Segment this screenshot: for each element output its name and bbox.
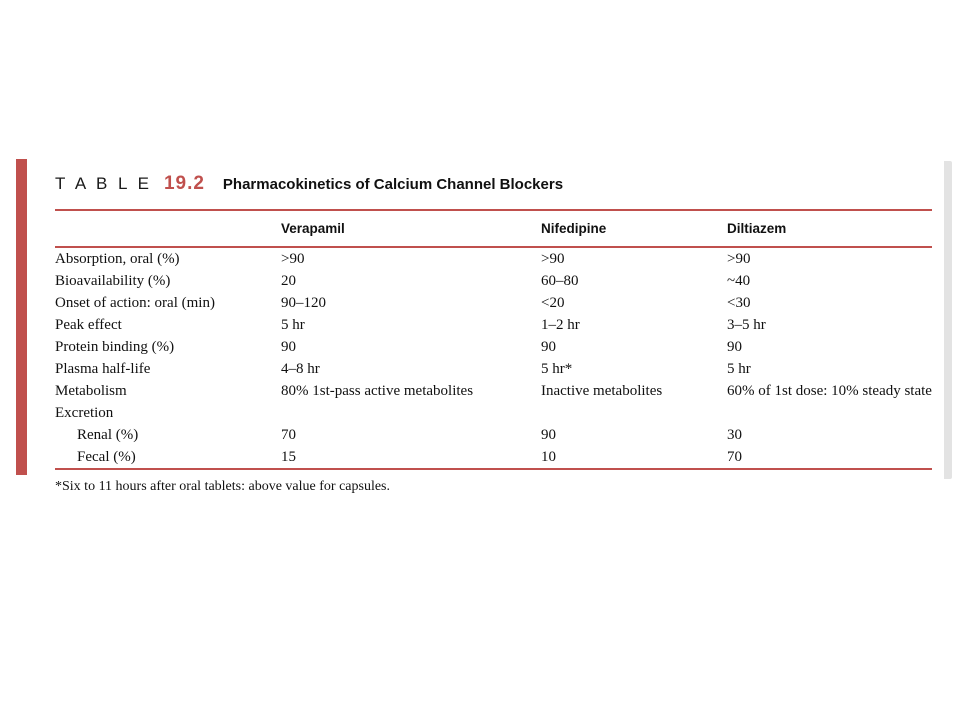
column-header-diltiazem: Diltiazem [727,221,787,236]
cell-diltiazem: ~40 [727,272,751,289]
cell-verapamil: >90 [281,250,305,267]
row-label: Metabolism [55,382,127,399]
cell-verapamil: 80% 1st-pass active metabolites [281,382,474,399]
table-row [55,314,943,336]
table-row [55,380,943,402]
cell-nifedipine: 90 [541,426,556,443]
cell-diltiazem: <30 [727,294,751,311]
pharmacokinetics-table-body [55,248,943,468]
cell-nifedipine: >90 [541,250,565,267]
cell-diltiazem: 5 hr [727,360,751,377]
cell-diltiazem: 30 [727,426,742,443]
table-footnote: *Six to 11 hours after oral tablets: above value for capsules. [55,479,390,494]
row-label: Protein binding (%) [55,338,175,355]
cell-verapamil: 5 hr [281,316,305,333]
table-row [55,358,943,380]
table-number: 19.2 [163,173,205,194]
cell-diltiazem: >90 [727,250,751,267]
table-label: T A B L E [55,174,152,193]
cell-diltiazem: 90 [727,338,742,355]
table-figure [16,155,944,509]
cell-nifedipine: 1–2 hr [541,316,580,333]
cell-diltiazem: 70 [727,448,742,465]
column-header-nifedipine: Nifedipine [541,221,607,236]
cell-verapamil: 20 [281,272,296,289]
table-card [16,155,944,509]
cell-verapamil: 90–120 [281,294,326,311]
table-header [55,211,943,246]
accent-bar [16,159,27,475]
cell-verapamil: 15 [281,448,296,465]
cell-verapamil: 4–8 hr [281,360,320,377]
cell-verapamil [281,402,541,424]
cell-verapamil: 70 [281,426,296,443]
cell-nifedipine [541,402,727,424]
row-label: Peak effect [55,316,122,333]
table-header-row [55,211,943,246]
table-title-row [27,155,944,209]
table-row [55,424,943,446]
row-label: Absorption, oral (%) [55,250,180,267]
cell-nifedipine: 10 [541,448,556,465]
table-row [55,292,943,314]
cell-nifedipine: <20 [541,294,565,311]
cell-diltiazem [727,402,943,424]
table-row [55,446,943,468]
cell-diltiazem: 60% of 1st dose: 10% steady state [727,382,932,399]
table-row [55,270,943,292]
row-label: Renal (%) [77,426,139,443]
table-title: Pharmacokinetics of Calcium Channel Blockers [222,176,564,193]
table-card-inner [27,155,944,509]
row-label: Fecal (%) [77,448,136,465]
table-row [55,248,943,270]
cell-nifedipine: 5 hr* [541,360,573,377]
cell-nifedipine: Inactive metabolites [541,382,663,399]
row-label: Excretion [55,404,114,421]
table-row [55,336,943,358]
row-label: Plasma half-life [55,360,151,377]
column-header-verapamil: Verapamil [281,221,345,236]
cell-diltiazem: 3–5 hr [727,316,766,333]
rule-below-body [55,468,932,470]
pharmacokinetics-table [55,211,943,246]
row-label: Bioavailability (%) [55,272,171,289]
table-row [55,402,943,424]
row-label: Onset of action: oral (min) [55,294,215,311]
cell-nifedipine: 60–80 [541,272,579,289]
cell-nifedipine: 90 [541,338,556,355]
cell-verapamil: 90 [281,338,296,355]
column-header-parameter [55,211,281,246]
